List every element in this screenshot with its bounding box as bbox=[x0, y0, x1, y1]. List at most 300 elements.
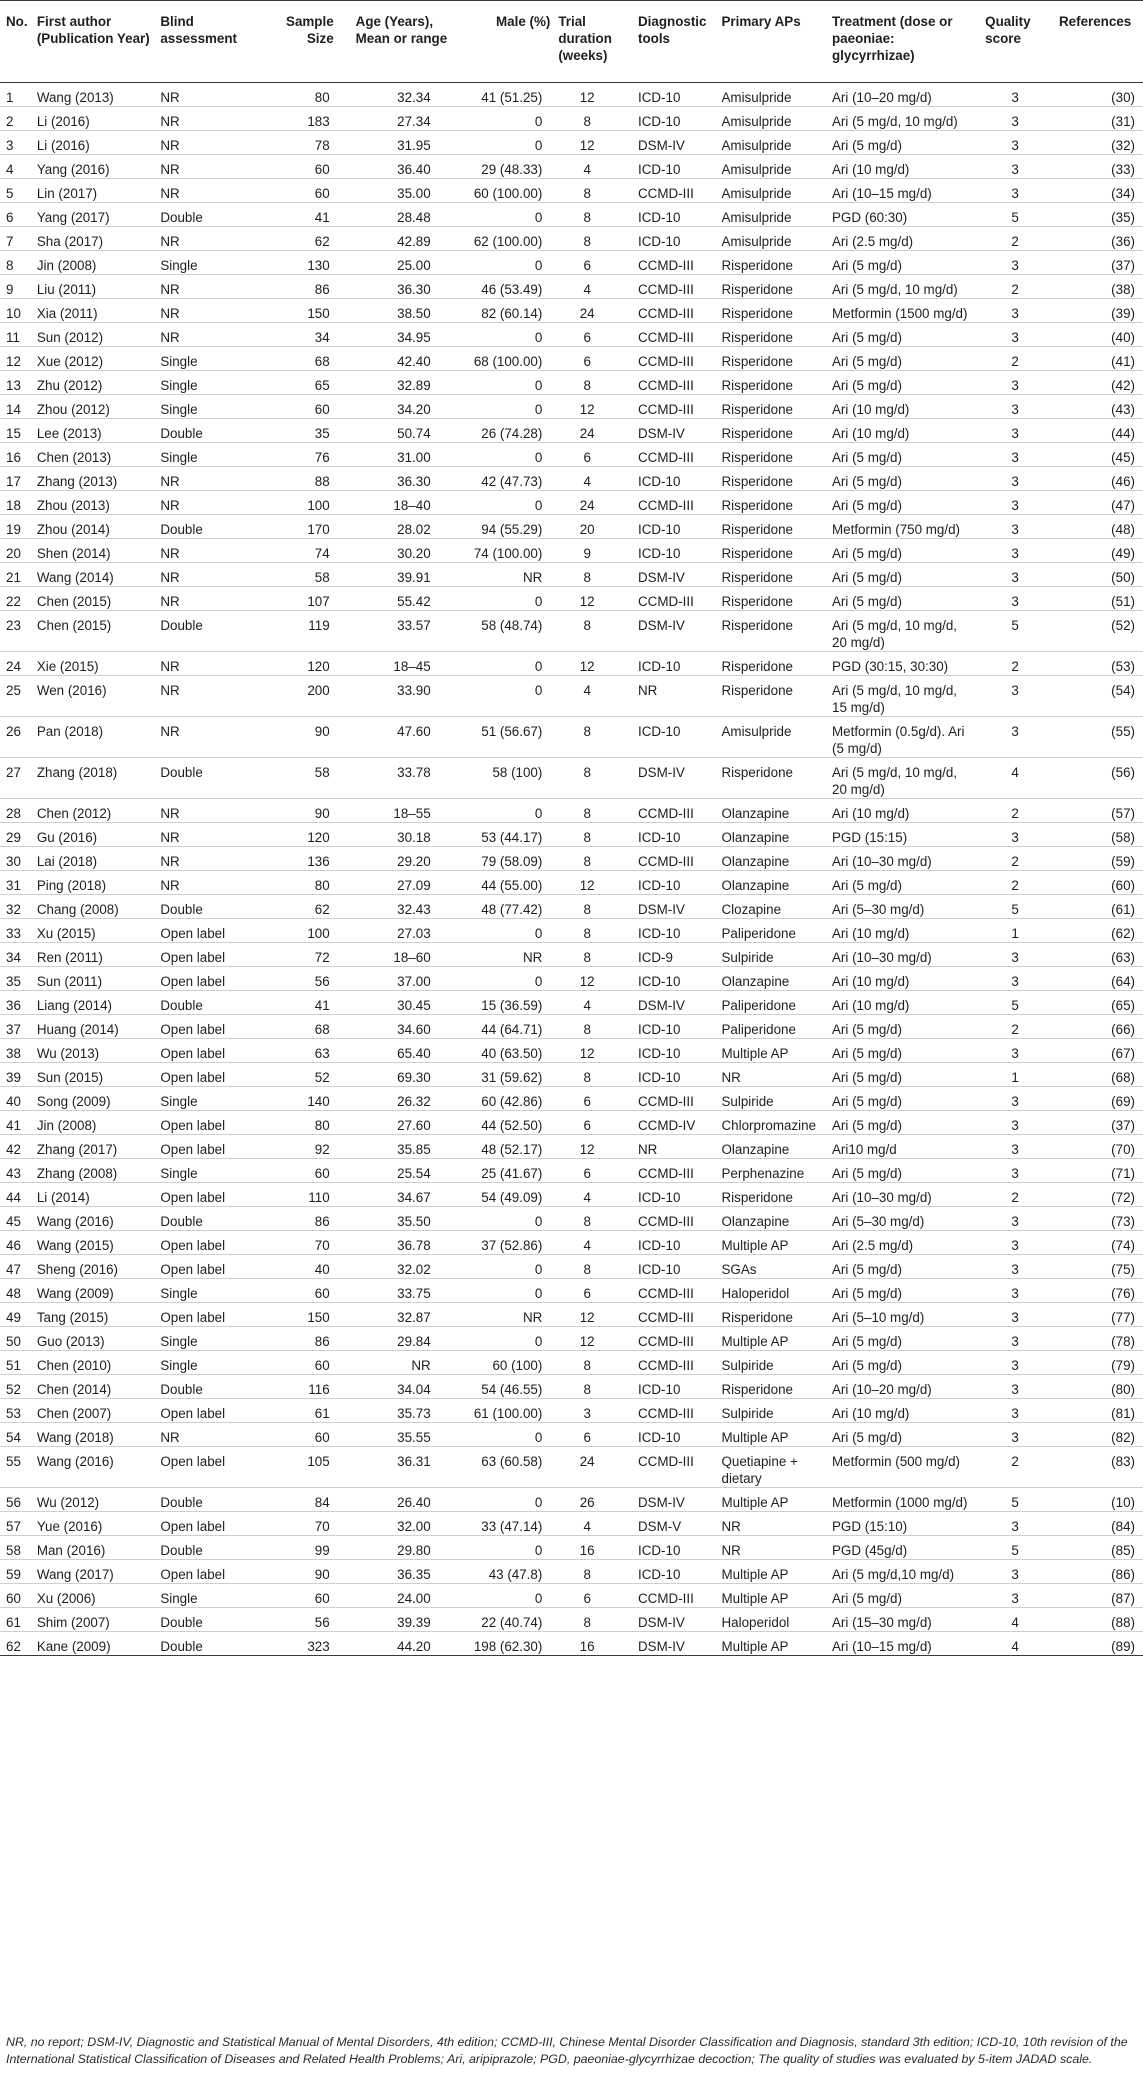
cell-first-author: Jin (2008) bbox=[37, 1111, 161, 1135]
cell-first-author: Chen (2015) bbox=[37, 587, 161, 611]
cell-primary-aps: Olanzapine bbox=[722, 967, 833, 991]
cell-no: 55 bbox=[0, 1447, 37, 1488]
table-row bbox=[0, 967, 1143, 991]
cell-primary-aps: Multiple AP bbox=[722, 1584, 833, 1608]
cell-blind-assessment: Single bbox=[160, 1327, 266, 1351]
cell-male: 0 bbox=[451, 491, 551, 515]
cell-treatment: Ari (5 mg/d) bbox=[832, 1015, 977, 1039]
cell-first-author: Sun (2012) bbox=[37, 323, 161, 347]
cell-treatment: Metformin (750 mg/d) bbox=[832, 515, 977, 539]
cell-male: 0 bbox=[451, 251, 551, 275]
cell-primary-aps: Risperidone bbox=[722, 563, 833, 587]
cell-sample-size: 41 bbox=[267, 203, 334, 227]
cell-primary-aps: Amisulpride bbox=[722, 717, 833, 758]
cell-blind-assessment: Double bbox=[160, 419, 266, 443]
cell-quality-score: 2 bbox=[977, 227, 1053, 251]
cell-diagnostic-tools: ICD-10 bbox=[624, 1015, 722, 1039]
cell-no: 13 bbox=[0, 371, 37, 395]
cell-diagnostic-tools: CCMD-III bbox=[624, 251, 722, 275]
cell-first-author: Li (2014) bbox=[37, 1183, 161, 1207]
table-row bbox=[0, 1447, 1143, 1488]
cell-primary-aps: Multiple AP bbox=[722, 1231, 833, 1255]
cell-male: 0 bbox=[451, 1327, 551, 1351]
cell-diagnostic-tools: CCMD-III bbox=[624, 1399, 722, 1423]
table-row bbox=[0, 1159, 1143, 1183]
cell-first-author: Xie (2015) bbox=[37, 652, 161, 676]
cell-age: 29.80 bbox=[334, 1536, 451, 1560]
header-male: Male (%) bbox=[451, 1, 551, 83]
cell-trial-duration: 20 bbox=[550, 515, 624, 539]
cell-no: 28 bbox=[0, 799, 37, 823]
cell-primary-aps: Perphenazine bbox=[722, 1159, 833, 1183]
cell-treatment: Ari (10 mg/d) bbox=[832, 799, 977, 823]
cell-treatment: Ari (10 mg/d) bbox=[832, 155, 977, 179]
table-row bbox=[0, 107, 1143, 131]
cell-no: 42 bbox=[0, 1135, 37, 1159]
cell-diagnostic-tools: CCMD-III bbox=[624, 275, 722, 299]
cell-trial-duration: 6 bbox=[550, 323, 624, 347]
cell-trial-duration: 6 bbox=[550, 1111, 624, 1135]
cell-sample-size: 63 bbox=[267, 1039, 334, 1063]
cell-first-author: Shen (2014) bbox=[37, 539, 161, 563]
cell-first-author: Jin (2008) bbox=[37, 251, 161, 275]
cell-male: 44 (52.50) bbox=[451, 1111, 551, 1135]
cell-first-author: Xu (2015) bbox=[37, 919, 161, 943]
cell-blind-assessment: NR bbox=[160, 717, 266, 758]
cell-age: 18–60 bbox=[334, 943, 451, 967]
cell-diagnostic-tools: CCMD-III bbox=[624, 347, 722, 371]
cell-quality-score: 5 bbox=[977, 1488, 1053, 1512]
cell-trial-duration: 4 bbox=[550, 1512, 624, 1536]
cell-treatment: Ari (2.5 mg/d) bbox=[832, 227, 977, 251]
cell-no: 25 bbox=[0, 676, 37, 717]
cell-treatment: Ari (5 mg/d, 10 mg/d, 20 mg/d) bbox=[832, 611, 977, 652]
cell-sample-size: 80 bbox=[267, 871, 334, 895]
cell-trial-duration: 8 bbox=[550, 1351, 624, 1375]
cell-first-author: Gu (2016) bbox=[37, 823, 161, 847]
cell-male: 94 (55.29) bbox=[451, 515, 551, 539]
cell-blind-assessment: NR bbox=[160, 155, 266, 179]
cell-quality-score: 2 bbox=[977, 347, 1053, 371]
cell-trial-duration: 4 bbox=[550, 1231, 624, 1255]
cell-age: 30.45 bbox=[334, 991, 451, 1015]
cell-no: 37 bbox=[0, 1015, 37, 1039]
cell-male: 0 bbox=[451, 587, 551, 611]
table-row bbox=[0, 179, 1143, 203]
cell-blind-assessment: Single bbox=[160, 1279, 266, 1303]
cell-sample-size: 110 bbox=[267, 1183, 334, 1207]
cell-primary-aps: Risperidone bbox=[722, 652, 833, 676]
cell-references: (53) bbox=[1053, 652, 1143, 676]
cell-primary-aps: Risperidone bbox=[722, 1375, 833, 1399]
cell-treatment: Ari (10–30 mg/d) bbox=[832, 943, 977, 967]
cell-male: 198 (62.30) bbox=[451, 1632, 551, 1656]
cell-no: 2 bbox=[0, 107, 37, 131]
cell-blind-assessment: Single bbox=[160, 395, 266, 419]
cell-first-author: Sheng (2016) bbox=[37, 1255, 161, 1279]
cell-treatment: Ari (5–10 mg/d) bbox=[832, 1303, 977, 1327]
cell-quality-score: 3 bbox=[977, 563, 1053, 587]
cell-diagnostic-tools: CCMD-III bbox=[624, 491, 722, 515]
cell-treatment: Metformin (500 mg/d) bbox=[832, 1447, 977, 1488]
cell-age: 18–40 bbox=[334, 491, 451, 515]
cell-diagnostic-tools: ICD-10 bbox=[624, 203, 722, 227]
cell-diagnostic-tools: ICD-10 bbox=[624, 1423, 722, 1447]
cell-first-author: Tang (2015) bbox=[37, 1303, 161, 1327]
cell-male: 0 bbox=[451, 1488, 551, 1512]
cell-treatment: Ari (10–20 mg/d) bbox=[832, 83, 977, 107]
cell-first-author: Ping (2018) bbox=[37, 871, 161, 895]
table-row bbox=[0, 563, 1143, 587]
table-row bbox=[0, 467, 1143, 491]
cell-no: 23 bbox=[0, 611, 37, 652]
cell-first-author: Huang (2014) bbox=[37, 1015, 161, 1039]
cell-references: (86) bbox=[1053, 1560, 1143, 1584]
cell-references: (43) bbox=[1053, 395, 1143, 419]
cell-diagnostic-tools: ICD-10 bbox=[624, 1231, 722, 1255]
cell-references: (46) bbox=[1053, 467, 1143, 491]
cell-trial-duration: 4 bbox=[550, 1183, 624, 1207]
cell-no: 29 bbox=[0, 823, 37, 847]
cell-references: (58) bbox=[1053, 823, 1143, 847]
cell-no: 49 bbox=[0, 1303, 37, 1327]
cell-male: 0 bbox=[451, 131, 551, 155]
cell-male: 79 (58.09) bbox=[451, 847, 551, 871]
cell-no: 62 bbox=[0, 1632, 37, 1656]
cell-references: (87) bbox=[1053, 1584, 1143, 1608]
cell-age: 32.89 bbox=[334, 371, 451, 395]
cell-primary-aps: Haloperidol bbox=[722, 1279, 833, 1303]
cell-quality-score: 3 bbox=[977, 323, 1053, 347]
cell-trial-duration: 4 bbox=[550, 275, 624, 299]
cell-sample-size: 90 bbox=[267, 717, 334, 758]
cell-sample-size: 76 bbox=[267, 443, 334, 467]
cell-first-author: Song (2009) bbox=[37, 1087, 161, 1111]
table-row bbox=[0, 1015, 1143, 1039]
cell-sample-size: 70 bbox=[267, 1231, 334, 1255]
table-row bbox=[0, 895, 1143, 919]
cell-age: 55.42 bbox=[334, 587, 451, 611]
cell-sample-size: 120 bbox=[267, 823, 334, 847]
cell-diagnostic-tools: CCMD-III bbox=[624, 587, 722, 611]
cell-primary-aps: Olanzapine bbox=[722, 1135, 833, 1159]
table-row bbox=[0, 1087, 1143, 1111]
cell-references: (60) bbox=[1053, 871, 1143, 895]
cell-blind-assessment: Double bbox=[160, 1608, 266, 1632]
cell-first-author: Wang (2018) bbox=[37, 1423, 161, 1447]
cell-trial-duration: 12 bbox=[550, 1327, 624, 1351]
cell-references: (85) bbox=[1053, 1536, 1143, 1560]
cell-primary-aps: Risperidone bbox=[722, 1303, 833, 1327]
cell-trial-duration: 8 bbox=[550, 1255, 624, 1279]
cell-trial-duration: 26 bbox=[550, 1488, 624, 1512]
cell-sample-size: 150 bbox=[267, 1303, 334, 1327]
cell-trial-duration: 9 bbox=[550, 539, 624, 563]
cell-diagnostic-tools: CCMD-III bbox=[624, 1584, 722, 1608]
cell-male: 40 (63.50) bbox=[451, 1039, 551, 1063]
cell-primary-aps: Risperidone bbox=[722, 611, 833, 652]
cell-trial-duration: 8 bbox=[550, 107, 624, 131]
cell-sample-size: 323 bbox=[267, 1632, 334, 1656]
cell-references: (79) bbox=[1053, 1351, 1143, 1375]
cell-no: 50 bbox=[0, 1327, 37, 1351]
cell-sample-size: 140 bbox=[267, 1087, 334, 1111]
cell-first-author: Pan (2018) bbox=[37, 717, 161, 758]
header-diagnostic-tools: Diagnostic tools bbox=[624, 1, 722, 83]
table-row bbox=[0, 131, 1143, 155]
cell-trial-duration: 8 bbox=[550, 1608, 624, 1632]
table-row bbox=[0, 1279, 1143, 1303]
cell-references: (89) bbox=[1053, 1632, 1143, 1656]
cell-quality-score: 3 bbox=[977, 443, 1053, 467]
cell-diagnostic-tools: CCMD-III bbox=[624, 1087, 722, 1111]
table-footnote: NR, no report; DSM-IV, Diagnostic and Statistical Manual of Mental Disorders, 4th edition; CCMD-III, Chinese Mental Disorder Classification and Diagnosis, standard 3th edition; ICD-10, 10th revision of the International Statistical Classification of Diseases and Related Health Problems; Ari, aripiprazole; PGD, paeoniae-glycyrrhizae decoction; The quality of studies was evaluated by 5-item JADAD scale. bbox=[6, 2035, 1128, 2066]
cell-no: 41 bbox=[0, 1111, 37, 1135]
cell-trial-duration: 8 bbox=[550, 758, 624, 799]
table-row bbox=[0, 443, 1143, 467]
cell-treatment: Ari (5 mg/d) bbox=[832, 1087, 977, 1111]
table-row bbox=[0, 539, 1143, 563]
cell-primary-aps: NR bbox=[722, 1536, 833, 1560]
table-row bbox=[0, 1423, 1143, 1447]
cell-no: 4 bbox=[0, 155, 37, 179]
cell-trial-duration: 12 bbox=[550, 131, 624, 155]
cell-treatment: Ari10 mg/d bbox=[832, 1135, 977, 1159]
cell-first-author: Zhou (2013) bbox=[37, 491, 161, 515]
cell-no: 6 bbox=[0, 203, 37, 227]
cell-primary-aps: Clozapine bbox=[722, 895, 833, 919]
cell-references: (78) bbox=[1053, 1327, 1143, 1351]
cell-male: 0 bbox=[451, 1584, 551, 1608]
cell-primary-aps: Quetiapine + dietary bbox=[722, 1447, 833, 1488]
cell-trial-duration: 8 bbox=[550, 919, 624, 943]
cell-first-author: Xue (2012) bbox=[37, 347, 161, 371]
table-row bbox=[0, 943, 1143, 967]
cell-blind-assessment: Single bbox=[160, 347, 266, 371]
cell-quality-score: 3 bbox=[977, 1159, 1053, 1183]
cell-quality-score: 2 bbox=[977, 275, 1053, 299]
cell-first-author: Wang (2013) bbox=[37, 83, 161, 107]
cell-diagnostic-tools: ICD-10 bbox=[624, 1039, 722, 1063]
table-row bbox=[0, 823, 1143, 847]
cell-age: 36.40 bbox=[334, 155, 451, 179]
cell-blind-assessment: NR bbox=[160, 275, 266, 299]
cell-blind-assessment: Single bbox=[160, 251, 266, 275]
header-row bbox=[0, 1, 1143, 83]
cell-no: 33 bbox=[0, 919, 37, 943]
cell-trial-duration: 8 bbox=[550, 227, 624, 251]
table-row bbox=[0, 275, 1143, 299]
cell-sample-size: 78 bbox=[267, 131, 334, 155]
table-row bbox=[0, 227, 1143, 251]
cell-no: 61 bbox=[0, 1608, 37, 1632]
cell-diagnostic-tools: CCMD-III bbox=[624, 1279, 722, 1303]
cell-age: 28.02 bbox=[334, 515, 451, 539]
cell-treatment: Ari (5 mg/d) bbox=[832, 371, 977, 395]
cell-references: (37) bbox=[1053, 1111, 1143, 1135]
cell-no: 60 bbox=[0, 1584, 37, 1608]
cell-trial-duration: 8 bbox=[550, 179, 624, 203]
cell-first-author: Yue (2016) bbox=[37, 1512, 161, 1536]
cell-no: 53 bbox=[0, 1399, 37, 1423]
cell-diagnostic-tools: ICD-10 bbox=[624, 967, 722, 991]
cell-first-author: Yang (2016) bbox=[37, 155, 161, 179]
cell-treatment: PGD (45g/d) bbox=[832, 1536, 977, 1560]
cell-first-author: Guo (2013) bbox=[37, 1327, 161, 1351]
cell-primary-aps: Multiple AP bbox=[722, 1423, 833, 1447]
cell-primary-aps: Risperidone bbox=[722, 395, 833, 419]
cell-quality-score: 3 bbox=[977, 1399, 1053, 1423]
cell-trial-duration: 24 bbox=[550, 1447, 624, 1488]
cell-blind-assessment: NR bbox=[160, 1423, 266, 1447]
cell-treatment: PGD (30:15, 30:30) bbox=[832, 652, 977, 676]
cell-sample-size: 74 bbox=[267, 539, 334, 563]
cell-trial-duration: 12 bbox=[550, 871, 624, 895]
cell-blind-assessment: Open label bbox=[160, 1039, 266, 1063]
cell-blind-assessment: Open label bbox=[160, 1560, 266, 1584]
cell-blind-assessment: NR bbox=[160, 676, 266, 717]
table-row bbox=[0, 1135, 1143, 1159]
cell-age: 33.75 bbox=[334, 1279, 451, 1303]
cell-trial-duration: 8 bbox=[550, 203, 624, 227]
cell-diagnostic-tools: ICD-10 bbox=[624, 515, 722, 539]
cell-diagnostic-tools: ICD-10 bbox=[624, 652, 722, 676]
cell-male: 0 bbox=[451, 1255, 551, 1279]
cell-blind-assessment: Open label bbox=[160, 1512, 266, 1536]
cell-age: 35.55 bbox=[334, 1423, 451, 1447]
cell-no: 27 bbox=[0, 758, 37, 799]
cell-first-author: Chen (2015) bbox=[37, 611, 161, 652]
cell-age: 33.57 bbox=[334, 611, 451, 652]
cell-trial-duration: 4 bbox=[550, 676, 624, 717]
cell-first-author: Ren (2011) bbox=[37, 943, 161, 967]
cell-trial-duration: 8 bbox=[550, 563, 624, 587]
cell-treatment: Ari (5 mg/d) bbox=[832, 251, 977, 275]
header-references: References bbox=[1053, 1, 1143, 83]
cell-age: 36.30 bbox=[334, 275, 451, 299]
cell-blind-assessment: Open label bbox=[160, 1063, 266, 1087]
cell-quality-score: 3 bbox=[977, 1351, 1053, 1375]
table-row bbox=[0, 991, 1143, 1015]
cell-age: 36.35 bbox=[334, 1560, 451, 1584]
cell-age: 50.74 bbox=[334, 419, 451, 443]
cell-diagnostic-tools: CCMD-III bbox=[624, 371, 722, 395]
cell-no: 20 bbox=[0, 539, 37, 563]
cell-treatment: Ari (5–30 mg/d) bbox=[832, 1207, 977, 1231]
cell-first-author: Li (2016) bbox=[37, 131, 161, 155]
cell-quality-score: 3 bbox=[977, 823, 1053, 847]
cell-male: 54 (49.09) bbox=[451, 1183, 551, 1207]
cell-sample-size: 200 bbox=[267, 676, 334, 717]
cell-blind-assessment: Open label bbox=[160, 967, 266, 991]
cell-trial-duration: 6 bbox=[550, 1087, 624, 1111]
cell-references: (69) bbox=[1053, 1087, 1143, 1111]
cell-sample-size: 72 bbox=[267, 943, 334, 967]
cell-diagnostic-tools: CCMD-III bbox=[624, 847, 722, 871]
cell-diagnostic-tools: ICD-10 bbox=[624, 717, 722, 758]
cell-quality-score: 2 bbox=[977, 1447, 1053, 1488]
cell-first-author: Xia (2011) bbox=[37, 299, 161, 323]
cell-primary-aps: Olanzapine bbox=[722, 847, 833, 871]
table-row bbox=[0, 515, 1143, 539]
cell-primary-aps: Amisulpride bbox=[722, 107, 833, 131]
cell-blind-assessment: NR bbox=[160, 131, 266, 155]
table-row bbox=[0, 1536, 1143, 1560]
cell-blind-assessment: NR bbox=[160, 539, 266, 563]
cell-male: NR bbox=[451, 943, 551, 967]
cell-treatment: Ari (10 mg/d) bbox=[832, 919, 977, 943]
cell-first-author: Wen (2016) bbox=[37, 676, 161, 717]
cell-sample-size: 100 bbox=[267, 491, 334, 515]
cell-first-author: Wu (2012) bbox=[37, 1488, 161, 1512]
cell-first-author: Zhou (2012) bbox=[37, 395, 161, 419]
cell-diagnostic-tools: ICD-9 bbox=[624, 943, 722, 967]
cell-no: 12 bbox=[0, 347, 37, 371]
cell-diagnostic-tools: ICD-10 bbox=[624, 871, 722, 895]
cell-treatment: Ari (5 mg/d, 10 mg/d, 15 mg/d) bbox=[832, 676, 977, 717]
cell-first-author: Wang (2016) bbox=[37, 1207, 161, 1231]
cell-age: 34.67 bbox=[334, 1183, 451, 1207]
cell-age: 39.91 bbox=[334, 563, 451, 587]
cell-male: 0 bbox=[451, 967, 551, 991]
cell-age: 47.60 bbox=[334, 717, 451, 758]
cell-sample-size: 60 bbox=[267, 179, 334, 203]
cell-trial-duration: 8 bbox=[550, 943, 624, 967]
cell-treatment: Ari (5 mg/d) bbox=[832, 1423, 977, 1447]
cell-no: 44 bbox=[0, 1183, 37, 1207]
cell-quality-score: 4 bbox=[977, 1632, 1053, 1656]
cell-treatment: Ari (5 mg/d) bbox=[832, 539, 977, 563]
cell-references: (82) bbox=[1053, 1423, 1143, 1447]
cell-male: 26 (74.28) bbox=[451, 419, 551, 443]
cell-primary-aps: Risperidone bbox=[722, 347, 833, 371]
cell-blind-assessment: Double bbox=[160, 1536, 266, 1560]
cell-treatment: Ari (10 mg/d) bbox=[832, 419, 977, 443]
cell-age: 31.00 bbox=[334, 443, 451, 467]
cell-no: 9 bbox=[0, 275, 37, 299]
cell-no: 46 bbox=[0, 1231, 37, 1255]
cell-diagnostic-tools: ICD-10 bbox=[624, 919, 722, 943]
table-row bbox=[0, 871, 1143, 895]
cell-references: (70) bbox=[1053, 1135, 1143, 1159]
header-no: No. bbox=[0, 1, 37, 83]
cell-quality-score: 3 bbox=[977, 515, 1053, 539]
cell-quality-score: 5 bbox=[977, 991, 1053, 1015]
cell-male: 31 (59.62) bbox=[451, 1063, 551, 1087]
cell-age: 18–55 bbox=[334, 799, 451, 823]
cell-trial-duration: 8 bbox=[550, 1560, 624, 1584]
cell-blind-assessment: Open label bbox=[160, 1135, 266, 1159]
cell-age: 32.43 bbox=[334, 895, 451, 919]
cell-treatment: Ari (5 mg/d) bbox=[832, 1159, 977, 1183]
cell-references: (59) bbox=[1053, 847, 1143, 871]
cell-primary-aps: Haloperidol bbox=[722, 1608, 833, 1632]
cell-quality-score: 3 bbox=[977, 155, 1053, 179]
cell-first-author: Shim (2007) bbox=[37, 1608, 161, 1632]
cell-treatment: Metformin (1500 mg/d) bbox=[832, 299, 977, 323]
cell-sample-size: 62 bbox=[267, 895, 334, 919]
cell-male: 0 bbox=[451, 919, 551, 943]
table-row bbox=[0, 587, 1143, 611]
cell-primary-aps: SGAs bbox=[722, 1255, 833, 1279]
table-row bbox=[0, 1399, 1143, 1423]
cell-quality-score: 5 bbox=[977, 611, 1053, 652]
cell-no: 5 bbox=[0, 179, 37, 203]
cell-treatment: Ari (5 mg/d) bbox=[832, 587, 977, 611]
table-row bbox=[0, 847, 1143, 871]
cell-trial-duration: 6 bbox=[550, 1423, 624, 1447]
cell-references: (49) bbox=[1053, 539, 1143, 563]
